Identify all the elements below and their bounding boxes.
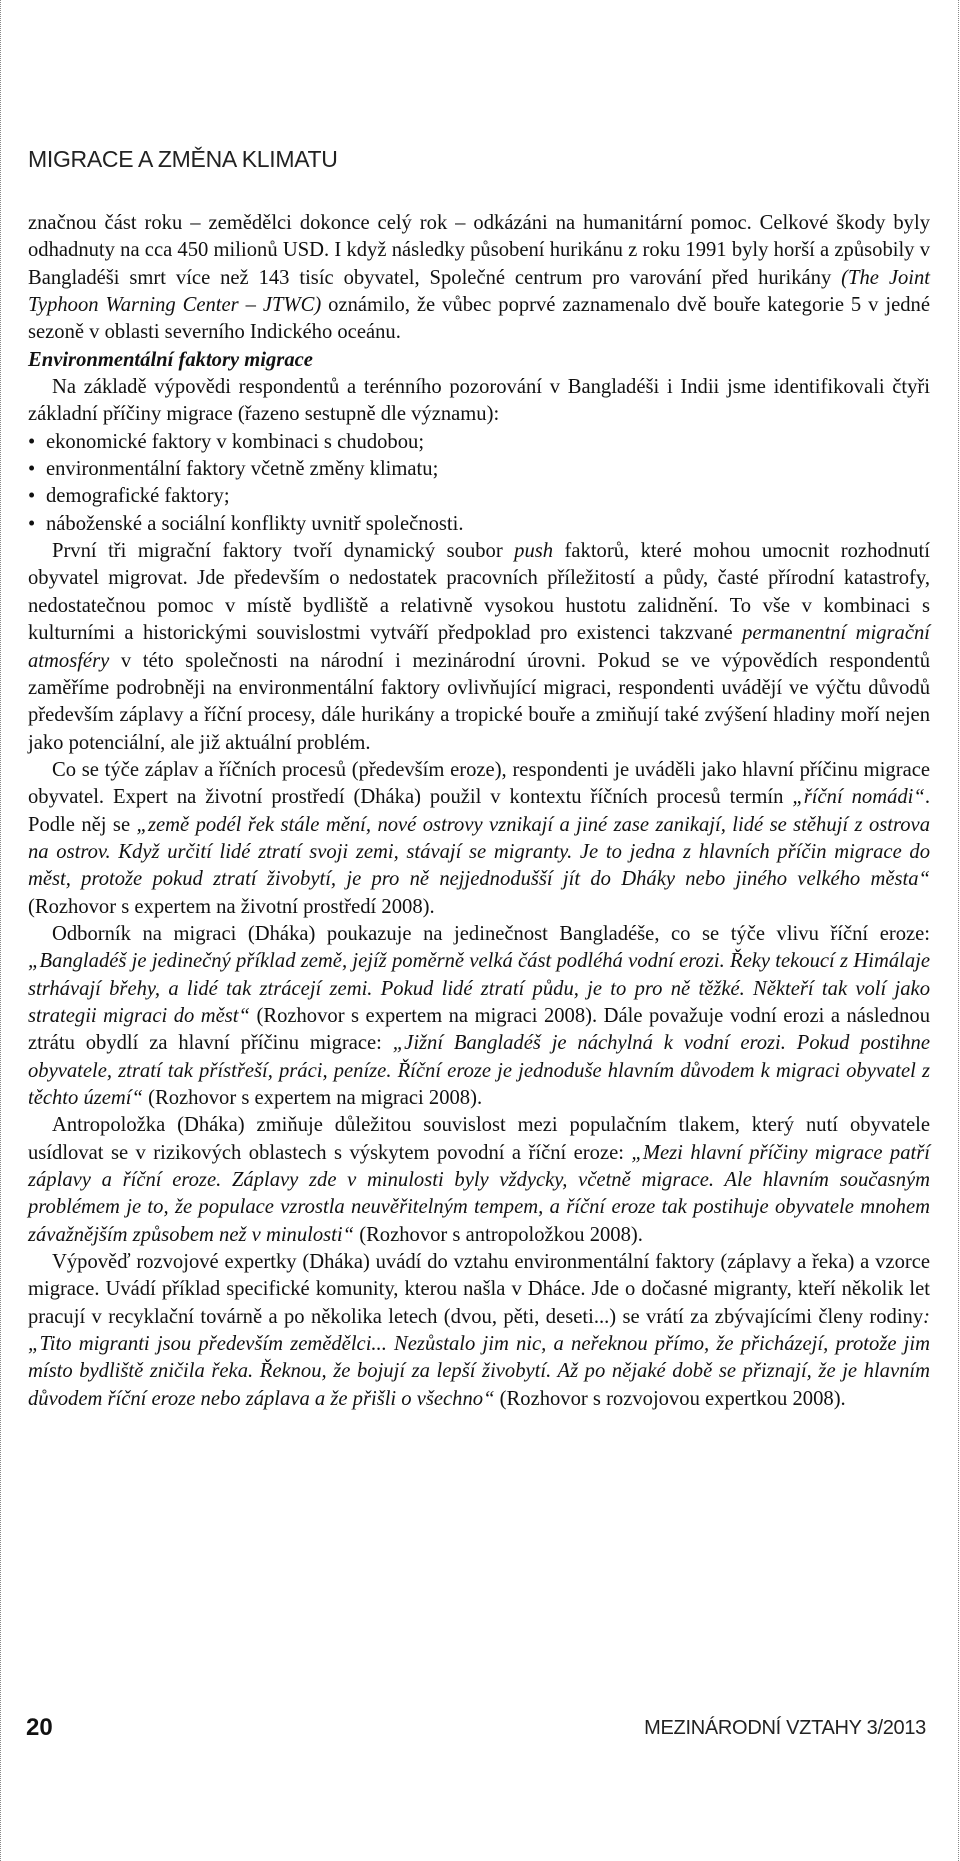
text-run: faktorů, které mohou umocnit rozhodnutí obyvatel migrovat. Jde především o nedostatek pracovních příležitostí a půdy, časté přírodní katastrofy, nedostatečnou pomoc v místě bydliště a relativně vysokou hustotu zalidnění. To vše v kombinaci s kulturními a historickými souvislostmi vytváří předpoklad pro existenci takzvané (28, 540, 930, 645)
text-run: oznámilo, že vůbec poprvé zaznamenalo dvě bouře kategorie 5 v jedné sezoně v oblasti severního Indického oceánu. (28, 294, 930, 344)
text-run: v této společnosti na národní i mezinárodní úrovni. Pokud se ve výpovědích respondentů zaměříme podrobněji na environmentální faktory ovlivňující migraci, respondenti uvádějí ve výčtu důvodů především záplavy a říční procesy, dále hurikány a tropické bouře a zmiňují také zvýšení hladiny moří nejen jako potenciální, ale již aktuální problém. (28, 649, 930, 754)
italic-run: push (514, 540, 554, 563)
text-run: (Rozhovor s rozvojovou expertkou 2008). (494, 1387, 846, 1410)
italic-run: (The Joint Typhoon Warning Center – JTWC) (28, 266, 930, 317)
page-edge-left (0, 0, 1, 1861)
italic-run: „Mezi hlavní příčiny migrace patří záplavy a říční eroze. Záplavy zde v minulosti byly vždycky, včetně migrace. Ale hlavním současným problémem je to, že populace vzrostla neuvěřitelným tempem, a říční eroze tak postihuje obyvatele mnohem závažnějším způsobem než v minulosti“ (28, 1141, 930, 1246)
italic-run: „země podél řek stále mění, nové ostrovy vznikají a jiné zase zanikají, lidé se stěhují z ostrova na ostrov. Když určití lidé ztratí svoji zemi, stávají se migranty. Je to jedna z hlavních příčin migrace do měst, protože pokud ztratí živobytí, je pro ně nejjednodušší jít do Dháky nebo jiného velkého města“ (28, 813, 930, 891)
list-item: • ekonomické faktory v kombinaci s chudobou; (28, 429, 930, 456)
migration-causes-list (28, 429, 930, 538)
section-heading: Environmentální faktory migrace (28, 348, 313, 371)
list-item: • demografické faktory; (28, 483, 930, 510)
text-run: Co se týče záplav a říčních procesů (především eroze), respondenti je uváděli jako hlavní příčinu migrace obyvatel. Expert na životní prostředí (Dháka) použil v kontextu říčních procesů termín (28, 758, 930, 809)
text-run: Odborník na migraci (Dháka) poukazuje na jedinečnost Bangladéše, co se týče vlivu říční eroze: (52, 922, 930, 945)
italic-run: permanentní migrační atmosféry (28, 622, 930, 672)
paragraph-3 (28, 538, 930, 757)
paragraph-7 (28, 1249, 930, 1413)
paragraph-5 (28, 921, 930, 1112)
list-item: • environmentální faktory včetně změny klimatu; (28, 456, 930, 483)
paragraph-2 (28, 374, 930, 429)
text-run: (Rozhovor s expertem na migraci 2008). (142, 1087, 483, 1109)
text-run: Výpověď rozvojové expertky (Dháka) uvádí do vztahu environmentální faktory (záplavy a řeka) a vzorce migrace. Uvádí příklad specifické komunity, kterou našla v Dháce. Jde o dočasné migranty, kteří několik let pracují v recyklační továrně a po několika letech (dvou, pěti, deseti...) se vrátí za zbývajícími členy rodiny (28, 1251, 930, 1328)
text-run: (Rozhovor s antropoložkou 2008). (354, 1223, 643, 1246)
paragraph-6 (28, 1112, 930, 1249)
paragraph-1 (28, 210, 930, 347)
paragraph-4 (28, 757, 930, 921)
page-edge-right (958, 0, 959, 1861)
running-header: MIGRACE A ZMĚNA KLIMATU (28, 146, 338, 172)
italic-run: „říční nomádi“ (792, 786, 925, 809)
italic-run: : „Tito migranti jsou především zemědělci... Nezůstalo jim nic, a neřeknou přímo, že přicházejí, protože jim místo bydliště zničila řeka. Řeknou, že bojují za lepší živobytí. Až po nějaké době se přiznají, že je hlavním důvodem říční eroze nebo záplava a že přišli o všechno“ (28, 1305, 930, 1410)
text-run: Antropoložka (Dháka) zmiňuje důležitou souvislost mezi populačním tlakem, který nutí obyvatele usídlovat se v rizikových oblastech s výskytem povodní a říční eroze: (28, 1114, 930, 1164)
page-number: 20 (26, 1714, 53, 1741)
text-run: (Rozhovor s expertem na životní prostředí 2008). (28, 895, 435, 918)
text-run: . Podle něj se (28, 786, 930, 836)
italic-run: „Jižní Bangladéš je náchylná k vodní erozi. Pokud postihne obyvatele, ztratí tak přístřeší, práci, peníze. Říční eroze je jednoduše hlavním důvodem k migraci obyvatel z těchto území“ (28, 1032, 930, 1109)
italic-run: „Bangladéš je jedinečný příklad země, jejíž poměrně velká část podléhá vodní erozi. Řeky tekoucí z Himálaje strhávají břehy, a lidé tak ztrácejí zemi. Pokud lidé ztratí půdu, je to pro ně těžké. Někteří tak volí jako strategii migraci do měst“ (28, 950, 930, 1027)
list-item: • náboženské a sociální konflikty uvnitř společnosti. (28, 511, 930, 538)
text-run: značnou část roku – zemědělci dokonce celý rok – odkázáni na humanitární pomoc. Celkové škody byly odhadnuty na cca 450 milionů USD. I když následky působení hurikánu z roku 1991 byly horší a způsobily v Bangladéši smrt více než 143 tisíc obyvatel, Společné centrum pro varování před hurikány (28, 212, 930, 289)
text-run: (Rozhovor s expertem na migraci 2008). Dále považuje vodní erozi a následnou ztrátu obydlí za hlavní příčinu migrace: (28, 1004, 930, 1055)
journal-footer: MEZINÁRODNÍ VZTAHY 3/2013 (644, 1717, 926, 1739)
text-run: První tři migrační faktory tvoří dynamický soubor (52, 540, 515, 563)
article-body (28, 210, 930, 1413)
text-run: Na základě výpovědi respondentů a terénního pozorování v Bangladéši i Indii jsme identifikovali čtyři základní příčiny migrace (řazeno sestupně dle významu): (28, 376, 930, 426)
